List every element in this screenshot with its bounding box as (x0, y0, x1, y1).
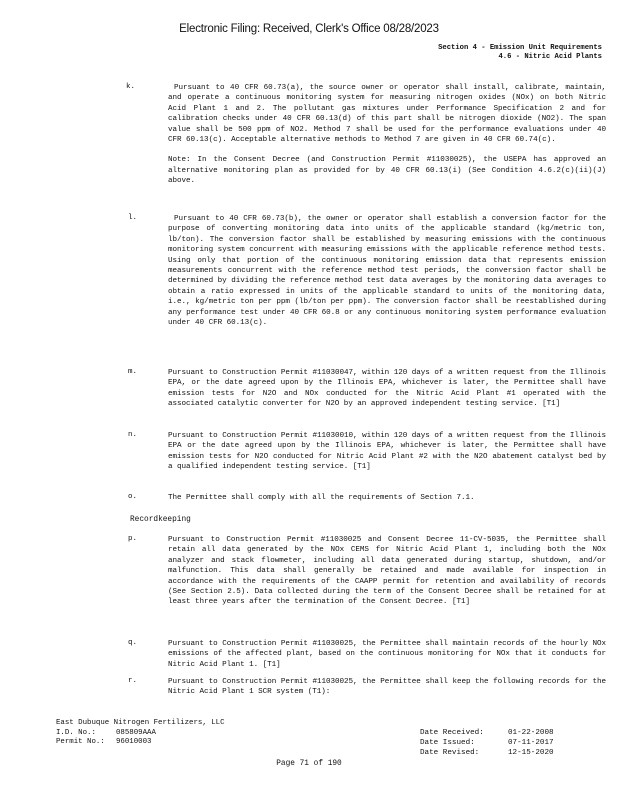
date-issued-row (420, 738, 554, 748)
paragraph: Pursuant to Construction Permit #11030010, within 120 days of a written request from the Illinois EPA or the date agreed upon by the Illinois EPA, whichever is later, the Permittee shall have emission tests for N2O conducted for Nitric Acid Plant #2 with the N2O abatement catalyst bed by a qualified independent testing service. [T1] (168, 432, 606, 472)
item-letter: k. (126, 83, 136, 91)
date-revised-label: Date Revised: (420, 749, 480, 757)
item-text (168, 214, 606, 328)
date-revised-row (420, 748, 554, 758)
date-received-label: Date Received: (420, 729, 484, 737)
subsection-title: 4.6 - Nitric Acid Plants (498, 53, 602, 61)
item-text (168, 535, 606, 608)
item-letter: n. (128, 431, 138, 439)
item-text (168, 431, 606, 473)
paragraph: Pursuant to Construction Permit #11030025, the Permittee shall keep the following records for the Nitric Acid Plant 1 SCR system (T1): (168, 678, 606, 697)
page-number: Page 71 of 190 (276, 760, 342, 768)
note-paragraph: Note: In the Consent Decree (and Construction Permit #11030025), the USEPA has approved an alternative monitoring plan as provided for by 40 CFR 60.13(i) (See Condition 4.6.2(c)(ii)(J) above. (168, 156, 606, 186)
id-value: 085809AAA (116, 728, 156, 737)
item-letter: l. (128, 214, 138, 222)
item-letter: o. (128, 493, 138, 501)
company-name: East Dubuque Nitrogen Fertilizers, LLC (56, 719, 225, 727)
filing-stamp: Electronic Filing: Received, Clerk's Office 08/28/2023 (179, 23, 439, 35)
item-letter: q. (128, 639, 138, 647)
id-number-row (56, 729, 225, 739)
section-title: Section 4 - Emission Unit Requirements (438, 44, 602, 52)
recordkeeping-heading: Recordkeeping (130, 516, 191, 524)
item-letter: p. (128, 535, 138, 543)
footer-dates (420, 728, 554, 758)
item-letter: m. (128, 368, 138, 376)
item-text (168, 639, 606, 670)
item-text (168, 493, 606, 503)
item-text (168, 368, 606, 410)
id-label: I.D. No.: (56, 728, 96, 737)
paragraph: Pursuant to 40 CFR 60.73(a), the source owner or operator shall install, calibrate, maintain, and operate a continuous monitoring system for measuring nitrogen oxides (NOx) on both Nitric Acid Plant 1 and 2. The pollutant gas mixtures under Performance Specification 2 and for calibration checks under 40 CFR 60.13(d) of this part shall be nitrogen dioxide (NO2). The span value shall be 500 ppm of NO2. Method 7 shall be used for the performance evaluations under 40 CFR 60.13(c). Acceptable alternative methods to Method 7 are given in 40 CFR 60.74(c). (168, 84, 606, 145)
section-header (438, 44, 602, 62)
date-revised-value: 12-15-2020 (508, 749, 554, 757)
footer-facility-info (56, 719, 225, 748)
item-text (168, 677, 606, 698)
date-issued-value: 07-11-2017 (508, 739, 554, 747)
date-issued-label: Date Issued: (420, 739, 475, 747)
date-received-row (420, 728, 554, 738)
paragraph: Pursuant to Construction Permit #11030047, within 120 days of a written request from the Illinois EPA, or the date agreed upon by the Illinois EPA, whichever is later, the Permittee shall have emission tests for N2O and NOx conducted for the Nitric Acid Plant #1 operated with the associated catalytic converter for N2O by an approved independent testing service. [T1] (168, 369, 606, 409)
paragraph: The Permittee shall comply with all the requirements of Section 7.1. (168, 494, 475, 502)
paragraph: Pursuant to Construction Permit #11030025, the Permittee shall maintain records of the hourly NOx emissions of the affected plant, based on the continuous monitoring for NOx that it conducts for Nitric Acid Plant 1. [T1] (168, 640, 606, 669)
permit-label: Permit No.: (56, 738, 105, 747)
item-text (168, 83, 606, 187)
date-received-value: 01-22-2008 (508, 729, 554, 737)
permit-number-row (56, 738, 225, 748)
item-letter: r. (128, 677, 138, 685)
paragraph: Pursuant to 40 CFR 60.73(b), the owner or operator shall establish a conversion factor for the purpose of converting monitoring data into units of the applicable standard (kg/metric ton, lb/ton). The conversion factor shall be established by measuring emissions with the continuous monitoring system concurrent with measuring emissions with the applicable reference method tests. Using only that portion of the continuous monitoring emission data that represents emission measurements concurrent with the reference method test periods, the conversion factor shall be determined by dividing the reference method test data averages by the monitoring data averages to obtain a ratio expressed in units of the applicable standard to units of the monitoring data, i.e., kg/metric ton per ppm (lb/ton per ppm). The conversion factor shall be reestablished during any performance test under 40 CFR 60.8 or any continuous monitoring system performance evaluation under 40 CFR 60.13(c). (168, 215, 606, 328)
permit-value: 96010003 (116, 738, 152, 747)
paragraph: Pursuant to Construction Permit #11030025 and Consent Decree 11-CV-5035, the Permittee shall retain all data generated by the NOx CEMS for Nitric Acid Plant 1, including both the NOx analyzer and stack flowmeter, including all data generated during startup, shutdown, and/or malfunction. This data shall generally be retained and made available for inspection in accordance with the requirements of the CAAPP permit for retention and availability of records (See Section 2.5). Data collected during the term of the Consent Decree shall be retained for at least three years after the termination of the Consent Decree. [T1] (168, 536, 606, 607)
